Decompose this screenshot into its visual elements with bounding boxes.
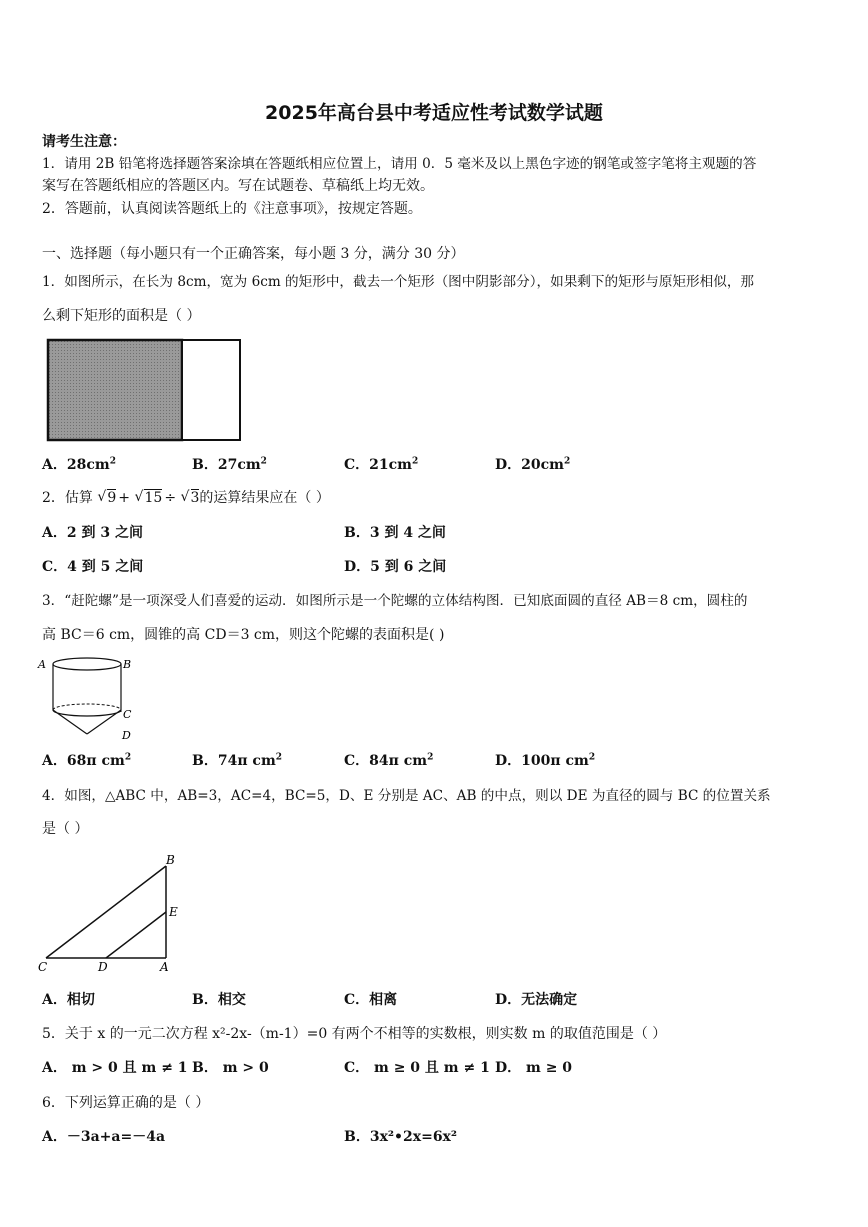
q1-option-a[interactable]: A．28cm — [42, 457, 110, 473]
sqrt-15 — [134, 489, 163, 506]
q4-option-d[interactable]: D．无法确定 — [495, 992, 578, 1008]
sup: 2 — [260, 456, 267, 467]
q4-option-c[interactable]: C．相离 — [344, 992, 398, 1008]
q1-option-c[interactable]: C．21cm — [344, 457, 412, 473]
cone-left — [53, 710, 87, 734]
label-d: D — [98, 960, 108, 974]
q5-option-d[interactable]: D． m ≥ 0 — [495, 1060, 573, 1076]
question-2-line — [42, 489, 330, 507]
sup: 2 — [109, 456, 116, 467]
q6-option-b[interactable]: B．3x²•2x=6x² — [344, 1129, 458, 1145]
q2-option-c[interactable]: C．4 到 5 之间 — [42, 559, 144, 575]
q5-option-b[interactable]: B． m > 0 — [192, 1060, 269, 1076]
notice-heading: 请考生注意： — [42, 134, 126, 150]
sup: 2 — [124, 752, 132, 763]
remaining-rectangle — [182, 340, 240, 440]
question-4-line-1: 4．如图，△ABC 中，AB=3，AC=4，BC=5，D、E 分别是 AC、AB 的中点，则以 DE 为直径的圆与 BC 的位置关系 — [42, 788, 771, 804]
question-4-figure — [38, 850, 188, 978]
q2-span: 9 — [107, 490, 117, 506]
label-a: A — [160, 960, 169, 974]
label-d: D — [122, 729, 131, 742]
sqrt-9 — [97, 489, 117, 506]
label-a: A — [38, 658, 46, 671]
sup: 2 — [275, 752, 283, 763]
q4-option-a[interactable]: A．相切 — [42, 992, 95, 1008]
q3-option-b[interactable]: B．74π cm — [192, 753, 276, 769]
sup: 2 — [563, 456, 571, 467]
question-4-line-2: 是（ ） — [42, 821, 89, 837]
q2-option-d[interactable]: D．5 到 6 之间 — [344, 559, 447, 575]
notice-item-1-line-2: 案写在答题纸相应的答题区内。写在试题卷、草稿纸上均无效。 — [42, 178, 434, 194]
label-e: E — [169, 905, 178, 919]
q3-option-a[interactable]: A．68π cm — [42, 753, 125, 769]
q2-span: + — [118, 490, 131, 506]
label-b: B — [166, 853, 175, 867]
question-1-figure — [45, 337, 245, 443]
sup: 2 — [588, 752, 596, 763]
label-c: C — [123, 708, 132, 721]
segment-de — [106, 912, 166, 958]
q2-span: 的运算结果应在（ ） — [199, 490, 330, 506]
page-title: 2025年高台县中考适应性考试数学试题 — [265, 102, 603, 124]
top-ellipse — [53, 658, 121, 670]
q5-option-c[interactable]: C． m ≥ 0 且 m ≠ 1 — [344, 1060, 490, 1076]
q2-span: ÷ — [164, 490, 177, 506]
q2-span: 3 — [190, 490, 200, 506]
q2-span: √ — [180, 489, 190, 505]
question-3-line-2: 高 BC＝6 cm，圆锥的高 CD＝3 cm，则这个陀螺的表面积是( ) — [42, 627, 445, 643]
section-heading: 一、选择题（每小题只有一个正确答案，每小题 3 分，满分 30 分） — [42, 246, 465, 262]
q1-option-b[interactable]: B．27cm — [192, 457, 261, 473]
sup: 2 — [411, 456, 419, 467]
question-1-line-1: 1．如图所示，在长为 8cm，宽为 6cm 的矩形中，截去一个矩形（图中阴影部分），如果剩下的矩形与原矩形相似，那 — [42, 274, 755, 290]
q6-option-a[interactable]: A．－3a+a=－4a — [42, 1129, 166, 1145]
q2-span: 15 — [144, 490, 163, 506]
question-6-line-1: 6．下列运算正确的是（ ） — [42, 1095, 210, 1111]
cone-right — [87, 710, 121, 734]
q2-prefix: 2．估算 — [42, 490, 93, 506]
side-bc — [46, 866, 166, 958]
q2-span: √ — [134, 489, 144, 505]
q3-option-d[interactable]: D．100π cm — [495, 753, 589, 769]
q3-option-c[interactable]: C．84π cm — [344, 753, 428, 769]
question-1-line-2: 么剩下矩形的面积是（ ） — [42, 308, 201, 324]
q2-option-a[interactable]: A．2 到 3 之间 — [42, 525, 143, 541]
q1-option-d[interactable]: D．20cm — [495, 457, 564, 473]
sup: 2 — [427, 752, 434, 763]
shaded-rectangle — [48, 340, 182, 440]
q2-span: √ — [97, 489, 107, 505]
label-c: C — [38, 960, 48, 974]
question-3-line-1: 3．“赶陀螺”是一项深受人们喜爱的运动．如图所示是一个陀螺的立体结构图．已知底面圆的直径 AB＝8 cm，圆柱的 — [42, 593, 748, 609]
q4-option-b[interactable]: B．相交 — [192, 992, 246, 1008]
notice-item-1-line-1: 1．请用 2B 铅笔将选择题答案涂填在答题纸相应位置上，请用 0．5 毫米及以上黑色字迹的钢笔或签字笔将主观题的答 — [42, 156, 757, 172]
question-3-figure — [38, 654, 138, 744]
q2-option-b[interactable]: B．3 到 4 之间 — [344, 525, 446, 541]
label-b: B — [123, 658, 132, 671]
bottom-ellipse-front — [53, 710, 121, 716]
question-5-line-1: 5．关于 x 的一元二次方程 x²-2x-（m-1）=0 有两个不相等的实数根，则实数 m 的取值范围是（ ） — [42, 1026, 667, 1042]
notice-item-2: 2．答题前，认真阅读答题纸上的《注意事项》，按规定答题。 — [42, 201, 422, 217]
bottom-ellipse-back — [53, 704, 121, 710]
q5-option-a[interactable]: A． m > 0 且 m ≠ 1 — [42, 1060, 188, 1076]
